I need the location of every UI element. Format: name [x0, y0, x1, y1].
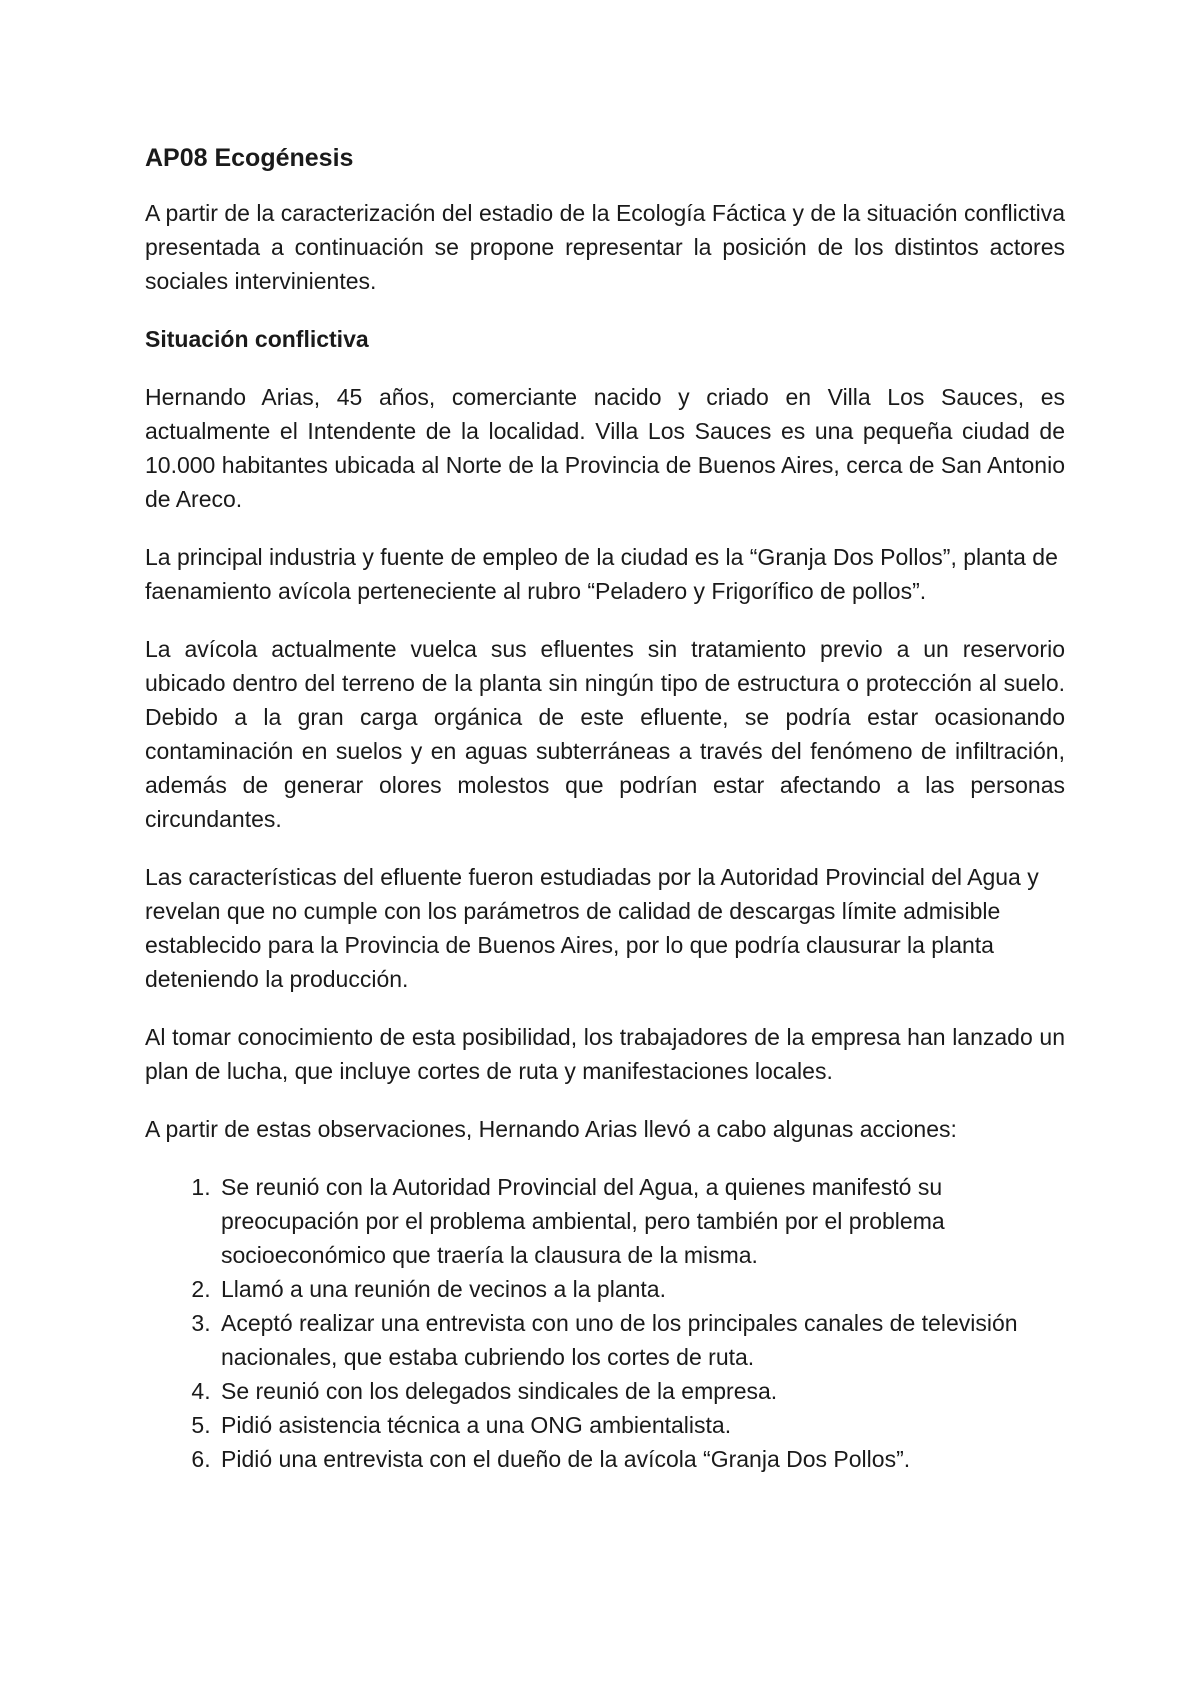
- paragraph-workers: Al tomar conocimiento de esta posibilidad, los trabajadores de la empresa han lanzado un plan de lucha, que incluye cortes de ruta y manifestaciones locales.: [145, 1024, 1065, 1084]
- section-heading: Situación conflictiva: [145, 326, 369, 352]
- list-item: 1. Se reunió con la Autoridad Provincial del Agua, a quienes manifestó su preocupación por el problema ambiental, pero también por el problema socioeconómico que traería la clausura de la misma.: [217, 1170, 1065, 1272]
- list-item: 2. Llamó a una reunión de vecinos a la planta.: [217, 1272, 1065, 1306]
- list-item: 4. Se reunió con los delegados sindicales de la empresa.: [217, 1374, 1065, 1408]
- paragraph-industry: La principal industria y fuente de empleo de la ciudad es la “Granja Dos Pollos”, planta de faenamiento avícola perteneciente al rubro “Peladero y Frigorífico de pollos”.: [145, 544, 1058, 604]
- list-item: 3. Aceptó realizar una entrevista con uno de los principales canales de televisión nacionales, que estaba cubriendo los cortes de ruta.: [217, 1306, 1065, 1374]
- paragraph-actions-intro: A partir de estas observaciones, Hernando Arias llevó a cabo algunas acciones:: [145, 1116, 957, 1142]
- list-item: 6. Pidió una entrevista con el dueño de la avícola “Granja Dos Pollos”.: [217, 1442, 1065, 1476]
- list-item: 5. Pidió asistencia técnica a una ONG ambientalista.: [217, 1408, 1065, 1442]
- paragraph-characteristics: Las características del efluente fueron estudiadas por la Autoridad Provincial del Agua y revelan que no cumple con los parámetros de calidad de descargas límite admisible establecido para la Provincia de Buenos Aires, por lo que podría clausurar la planta deteniendo la producción.: [145, 864, 1039, 992]
- actions-list: [145, 1170, 1065, 1476]
- document-title: AP08 Ecogénesis: [145, 144, 354, 172]
- document-page: [145, 140, 1065, 1476]
- paragraph-effluents: La avícola actualmente vuelca sus efluentes sin tratamiento previo a un reservorio ubicado dentro del terreno de la planta sin ningún tipo de estructura o protección al suelo. Debido a la gran carga orgánica de este efluente, se podría estar ocasionando contaminación en suelos y en aguas subterráneas a través del fenómeno de infiltración, además de generar olores molestos que podrían estar afectando a las personas circundantes.: [145, 636, 1065, 832]
- intro-paragraph: A partir de la caracterización del estadio de la Ecología Fáctica y de la situación conflictiva presentada a continuación se propone representar la posición de los distintos actores sociales intervinientes.: [145, 200, 1065, 294]
- paragraph-mayor: Hernando Arias, 45 años, comerciante nacido y criado en Villa Los Sauces, es actualmente el Intendente de la localidad. Villa Los Sauces es una pequeña ciudad de 10.000 habitantes ubicada al Norte de la Provincia de Buenos Aires, cerca de San Antonio de Areco.: [145, 384, 1065, 512]
